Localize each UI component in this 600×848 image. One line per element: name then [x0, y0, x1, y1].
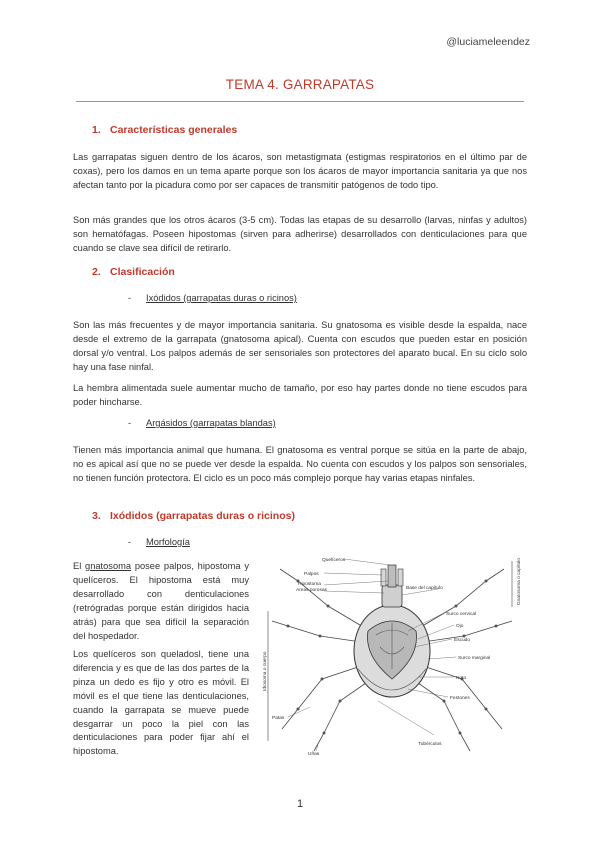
- bullet-dash: -: [128, 418, 132, 428]
- label-ojo: Ojo: [456, 624, 464, 629]
- section-2-title: Clasificación: [110, 266, 175, 278]
- subheading-morfologia-text: Morfología: [146, 537, 190, 547]
- label-surco-cervical: Surco cervical: [446, 612, 477, 617]
- bullet-dash: -: [128, 537, 132, 547]
- label-unas: Uñas: [308, 752, 320, 757]
- subheading-ixodidos-text: Ixódidos (garrapatas duras o ricinos): [146, 293, 297, 303]
- label-queliceros: Quelíceros: [322, 558, 346, 563]
- label-idiosoma: Idiosoma o cuerpo: [263, 651, 268, 691]
- subheading-argasidos-text: Argásidos (garrapatas blandas): [146, 418, 276, 428]
- tick-palpo-right: [398, 569, 403, 586]
- tick-hipostoma: [388, 565, 396, 587]
- section-1-number: 1.: [92, 124, 101, 136]
- section-3-title: Ixódidos (garrapatas duras o ricinos): [110, 510, 295, 522]
- label-areas-porosas: Areas porosas: [296, 588, 327, 593]
- paragraph-queliceros: Los quelíceros son queladosl, tiene una diferencia y es que de las dos partes de la pinza un dedo es fijo y otro es móvil. El móvil es el que tiene las denticulaciones, cuando la garrapata se mueve puede desgarrar un poco la piel con las denticulaciones para poder fijar ahí el hipostoma.: [73, 649, 249, 757]
- label-surco-marginal: Surco marginal: [458, 656, 491, 661]
- subheading-ixodidos: [128, 293, 297, 303]
- section-1-title: Características generales: [110, 124, 238, 136]
- subheading-argasidos: [128, 418, 276, 428]
- paragraph-hembra: La hembra alimentada suele aumentar mucho de tamaño, por eso hay partes donde no tiene escudos para poder hincharse.: [73, 383, 527, 408]
- tick-gnatosoma: [382, 585, 402, 607]
- label-noto: Noto: [456, 676, 467, 681]
- paragraph-argasidos: Tienen más importancia animal que humana. El gnatosoma es ventral porque se sitúa en la parte de abajo, no es apical así que no se puede ver desde la espalda. No cuenta con escudos y los palpos son sensoriales, no tienen función protectora. El ciclo es un poco más complejo porque hay varias etapas ninfales.: [73, 445, 527, 484]
- section-2-heading: [92, 266, 175, 278]
- title-divider: [76, 101, 524, 102]
- page-number: 1: [296, 798, 304, 810]
- label-festones: Festones: [450, 696, 470, 701]
- section-1-heading: [92, 124, 237, 136]
- label-palpos: Palpos: [304, 572, 319, 577]
- tick-palpo-left: [381, 569, 386, 586]
- bullet-dash: -: [128, 293, 132, 303]
- gnatosoma-term: gnatosoma: [85, 561, 132, 571]
- section-3-heading: [92, 510, 295, 522]
- gnatosoma-text-rest: posee palpos, hipostoma y quelíceros. El hipostoma está muy desarrollado con denticulaciones (retrógradas porque están dirigidos hacia atrás) para que sea difícil la separación del hospedador.: [73, 561, 249, 641]
- gnatosoma-text-start: El: [73, 561, 86, 571]
- paragraph-general-2: Son más grandes que los otros ácaros (3-5 cm). Todas las etapas de su desarrollo (larvas, ninfas y adultos) son hematófagas. Poseen hipostomas (sirven para adherirse) desarrollados con denticulaciones para que cuando se clave sea difícil de retirarlo.: [73, 215, 527, 254]
- paragraph-general-1: Las garrapatas siguen dentro de los ácaros, son metastigmata (estigmas respiratorios en el último par de coxas), pero los damos en un tema aparte porque son los ácaros de mayor importancia sanitaria ya que nos afectan tanto por la picadura como por ser capaces de transmitir patógenos de todo tipo.: [73, 152, 527, 191]
- label-tuberculos: Tubérculos: [418, 742, 442, 747]
- tick-anatomy-diagram: [258, 551, 526, 761]
- label-hipostoma: Hipostoma: [298, 582, 321, 587]
- paragraph-gnatosoma: [73, 560, 249, 643]
- label-escudo: Escudo: [454, 638, 470, 643]
- page-title: TEMA 4. GARRAPATAS: [225, 77, 375, 92]
- label-gnatosoma-capitulo: Gnatosoma o capítulo: [517, 558, 522, 605]
- label-patas: Patas: [272, 716, 285, 721]
- section-2-number: 2.: [92, 266, 101, 278]
- section-3-number: 3.: [92, 510, 101, 522]
- paragraph-ixodidos: Son las más frecuentes y de mayor importancia sanitaria. Su gnatosoma es visible desde la espalda, nace desde el extremo de la garrapata (gnatosoma apical). Cuenta con escudos que pueden estar en posición dorsal y/o ventral. Los palpos además de ser sensoriales son protectores del aparato bucal. En su ciclo solo hay una fase ninfal.: [73, 320, 527, 373]
- author-handle: @luciameleendez: [446, 36, 530, 48]
- label-base-capitulo: Base del capítulo: [406, 586, 443, 591]
- subheading-morfologia: [128, 537, 190, 547]
